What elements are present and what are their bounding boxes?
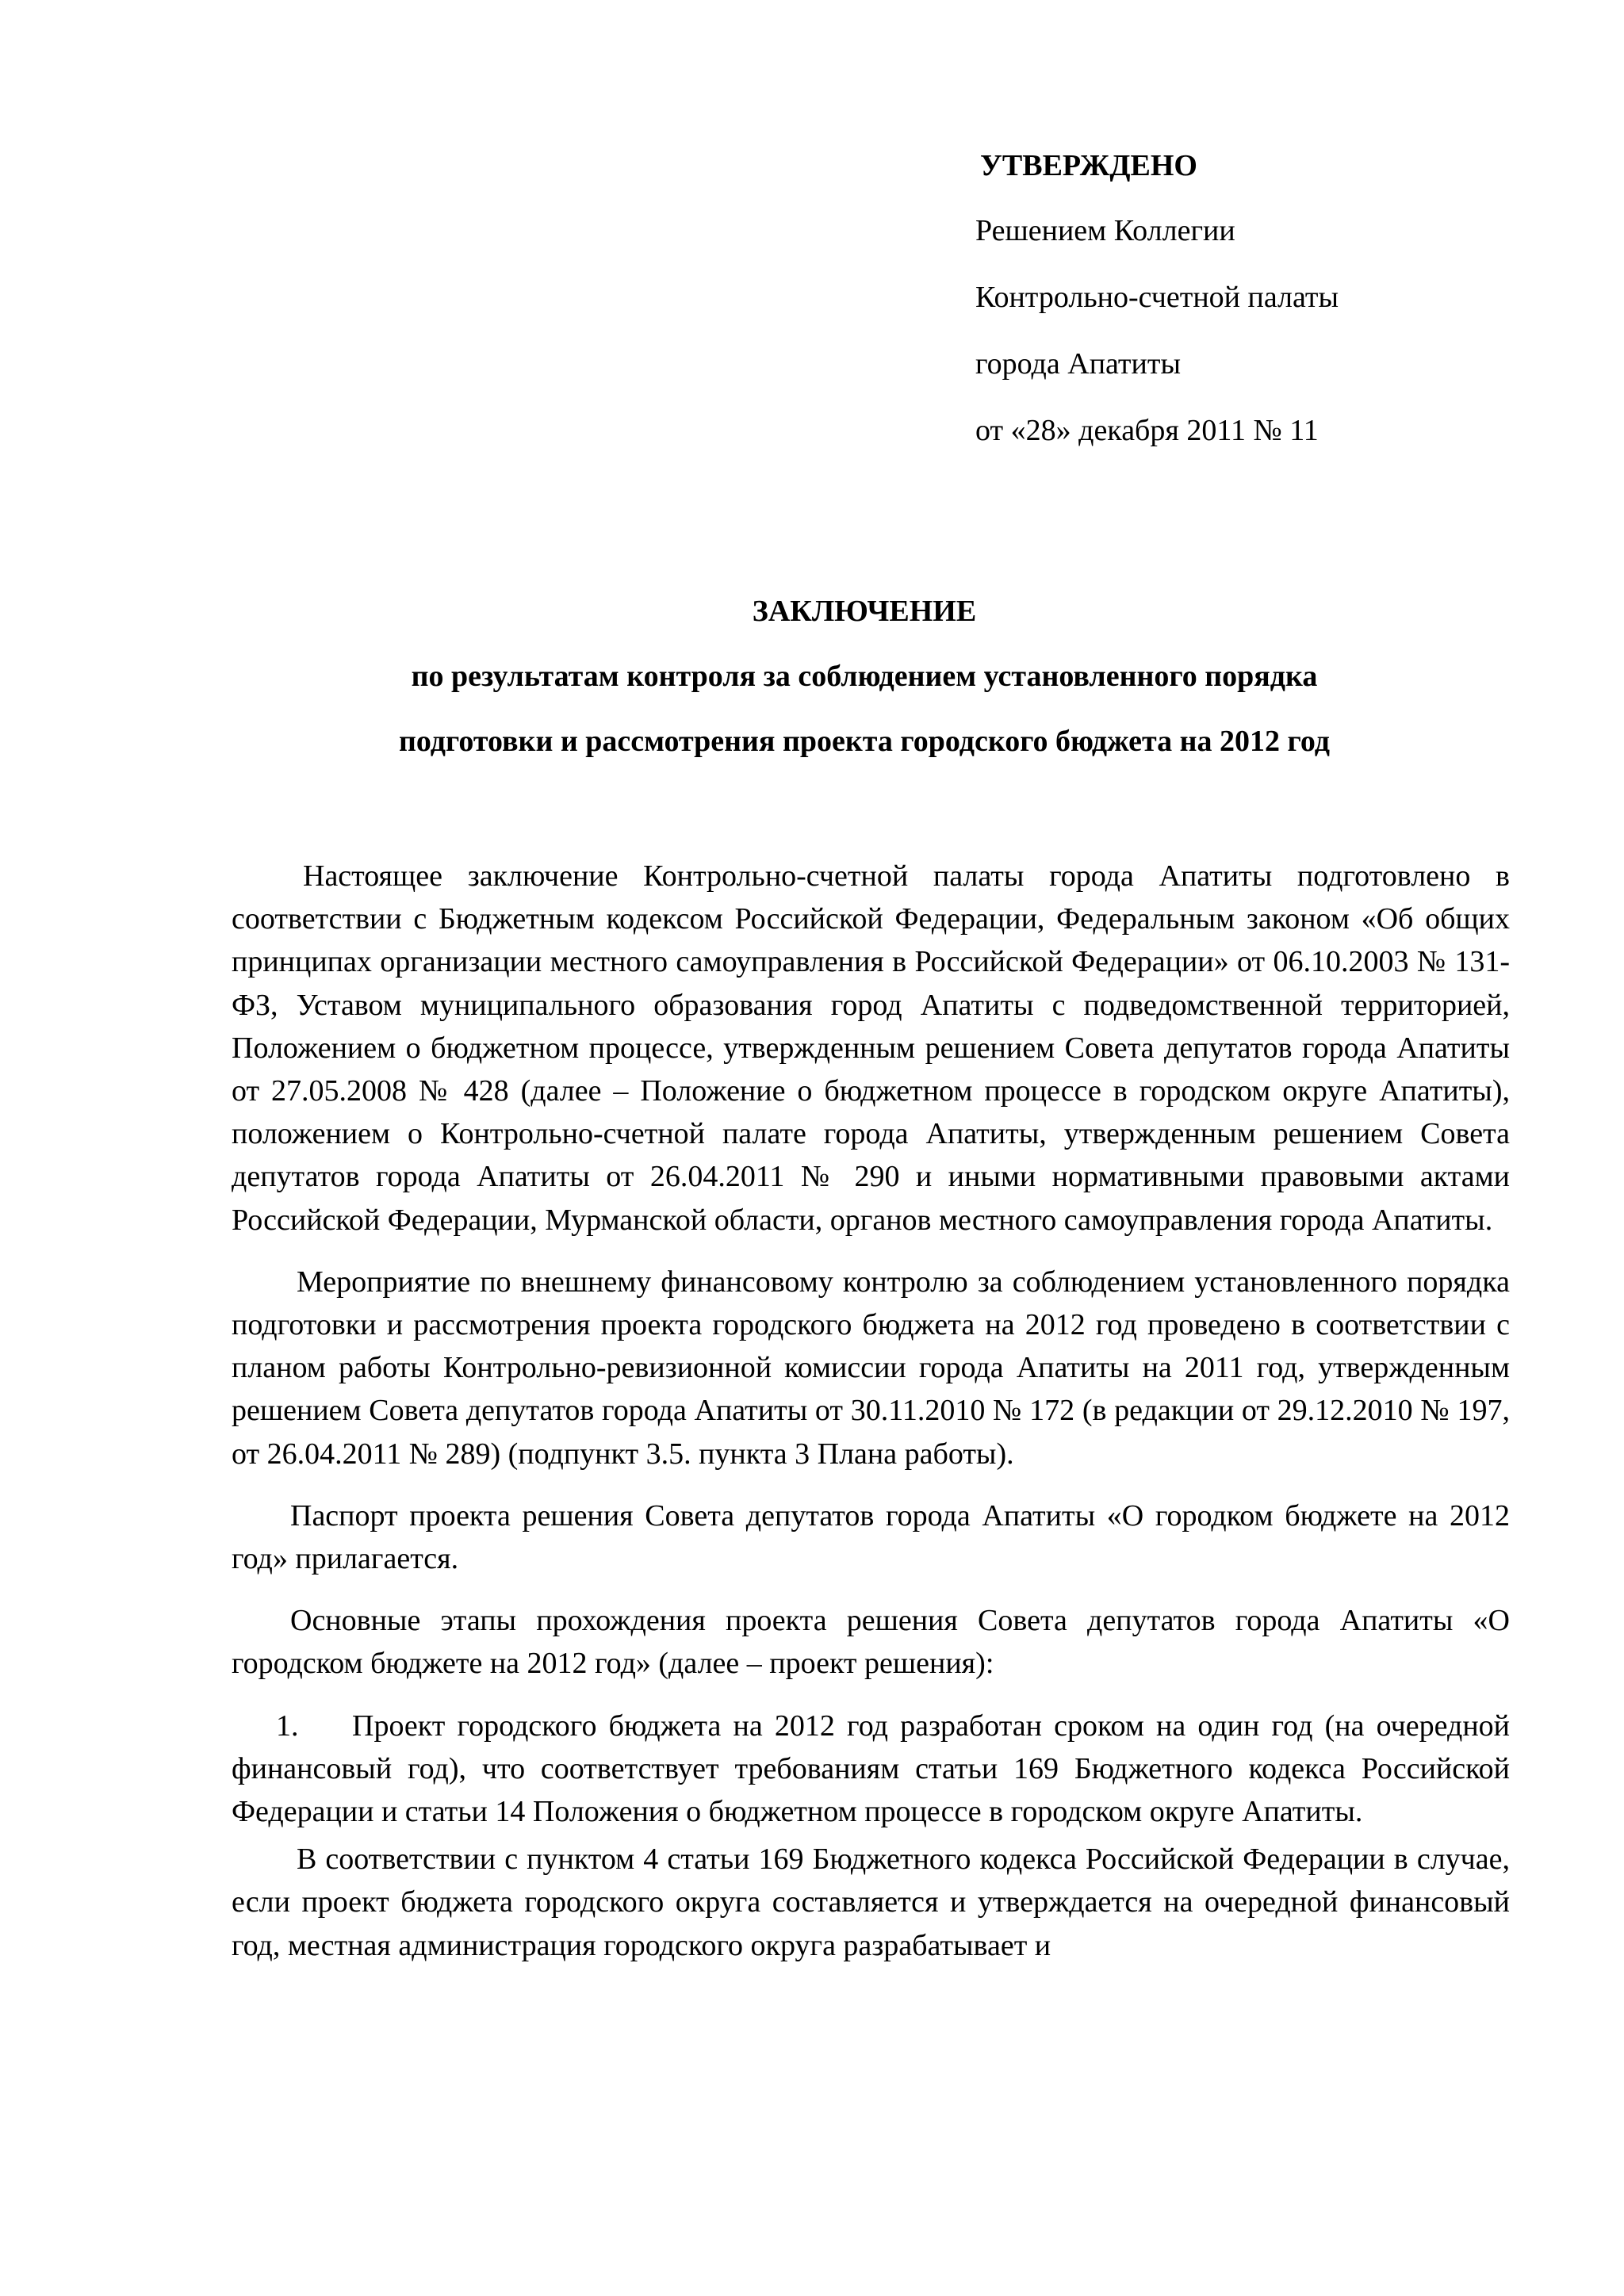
list-item-number: 1. <box>276 1709 299 1743</box>
paragraph-main-stages: Основные этапы прохождения проекта решения Совета депутатов города Апатиты «О городском бюджете на 2012 год» (далее – проект решения): <box>232 1604 1510 1681</box>
paragraph-control-measure: Мероприятие по внешнему финансовому контролю за соблюдением установленного порядка подготовки и рассмотрения проекта городского бюджета на 2012 год проведено в соответствии с планом работы Контрольно-ревизионной комиссии города Апатиты на 2011 год, утвержденным решением Совета депутатов города Апатиты от 30.11.2010 № 172 (в редакции от 29.12.2010 № 197, от 26.04.2011 № 289) (подпункт 3.5. пункта 3 Плана работы). <box>232 1265 1510 1471</box>
approval-line-organization: Контрольно-счетной палаты <box>975 281 1339 314</box>
approval-line-body: Решением Коллегии <box>975 214 1235 247</box>
approval-line-date: от «28» декабря 2011 № 11 <box>975 414 1319 447</box>
paragraph-passport: Паспорт проекта решения Совета депутатов города Апатиты «О городком бюджете на 2012 год» прилагается. <box>232 1498 1510 1576</box>
approval-title: УТВЕРЖДЕНО <box>980 149 1197 182</box>
document-heading <box>230 596 1499 766</box>
approval-stamp <box>975 151 1530 457</box>
document-body <box>232 855 1510 1967</box>
list-item-1 <box>232 1705 1510 1834</box>
document-subtitle-line-1: по результатам контроля за соблюдением установленного порядка <box>411 660 1318 693</box>
document-subtitle-line-2: подготовки и рассмотрения проекта городского бюджета на 2012 год <box>398 725 1330 758</box>
paragraph-legal-basis: Настоящее заключение Контрольно-счетной палаты города Апатиты подготовлено в соответствии с Бюджетным кодексом Российской Федерации, Федеральным законом «Об общих принципах организации местного самоуправления в Российской Федерации» от 06.10.2003 № 131-ФЗ, Уставом муниципального образования город Апатиты с подведомственной территорией, Положением о бюджетном процессе, утвержденным решением Совета депутатов города Апатиты от 27.05.2008 № 428 (далее – Положение о бюджетном процессе в городском округе Апатиты), положением о Контрольно-счетной палате города Апатиты, утвержденным решением Совета депутатов города Апатиты от 26.04.2011 № 290 и иными нормативными правовыми актами Российской Федерации, Мурманской области, органов местного самоуправления города Апатиты. <box>232 859 1510 1237</box>
approval-line-city: города Апатиты <box>975 347 1181 381</box>
paragraph-article-169: В соответствии с пунктом 4 статьи 169 Бюджетного кодекса Российской Федерации в случае, если проект бюджета городского округа составляется и утверждается на очередной финансовый год, местная администрация городского округа разрабатывает и <box>232 1843 1510 1962</box>
list-item-text: Проект городского бюджета на 2012 год разработан сроком на один год (на очередной финансовый год), что соответствует требованиям статьи 169 Бюджетного кодекса Российской Федерации и статьи 14 Положения о бюджетном процессе в городском округе Апатиты. <box>232 1709 1510 1829</box>
document-title: ЗАКЛЮЧЕНИЕ <box>752 595 977 628</box>
